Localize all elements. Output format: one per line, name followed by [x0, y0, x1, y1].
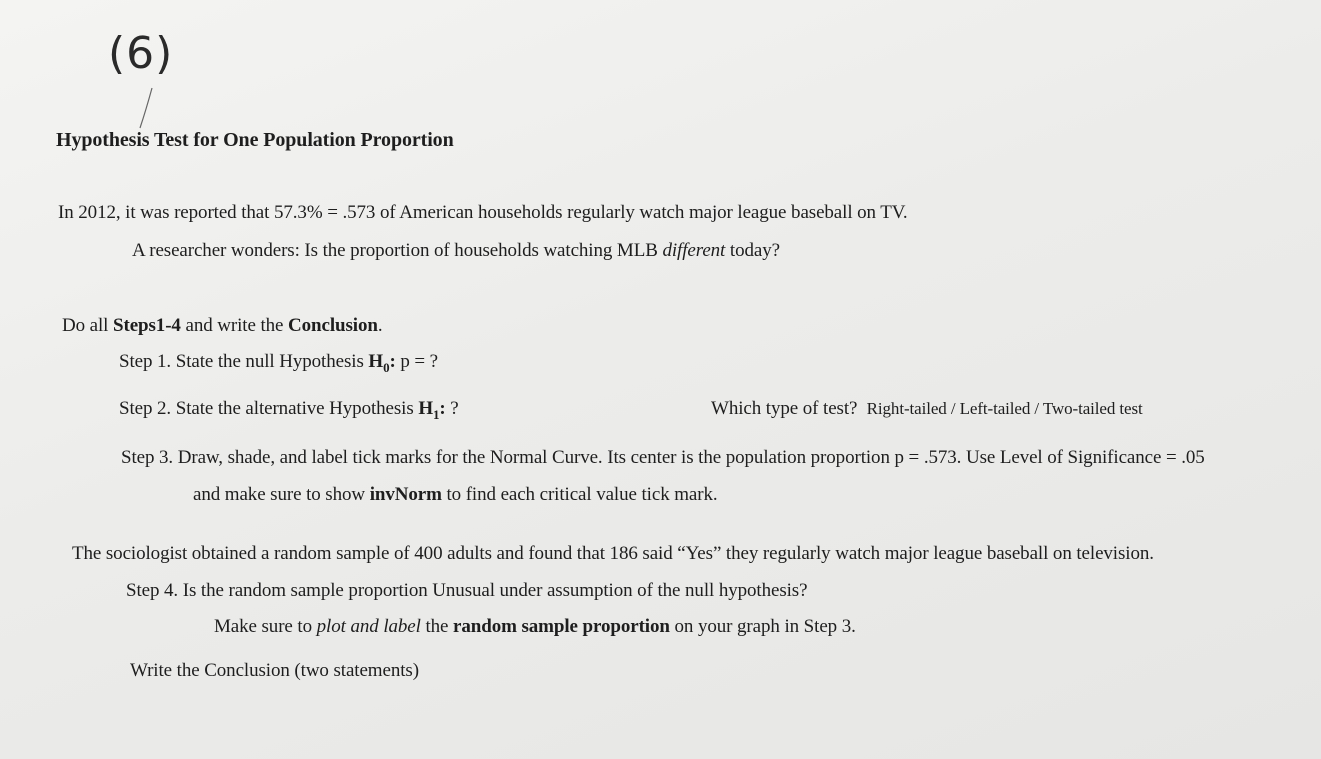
- step-1-colon: :: [389, 351, 396, 372]
- step-1-subscript: 0: [383, 359, 390, 375]
- handwritten-problem-number: (6): [108, 28, 174, 79]
- step-4-line-2: [214, 616, 856, 638]
- test-type-options: Right-tailed / Left-tailed / Two-tailed test: [866, 399, 1143, 418]
- step-3-line-2: [193, 484, 718, 506]
- step-2-colon: :: [439, 398, 446, 419]
- step-4-emphasis: plot and label: [316, 616, 421, 637]
- intro-line-2-text: A researcher wonders: Is the proportion of households watching MLB: [132, 240, 663, 261]
- test-type-label: Which type of test?: [711, 398, 858, 419]
- step-1-end: p = ?: [395, 351, 439, 372]
- instructions-mid: and write the: [180, 315, 289, 336]
- step-4-line-1: Step 4. Is the random sample proportion Unusual under assumption of the null hypothesis?: [126, 580, 808, 601]
- conclusion-prompt: Write the Conclusion (two statements): [130, 660, 419, 681]
- instructions-pre: Do all: [62, 315, 114, 336]
- step-3-invnorm: invNorm: [369, 484, 442, 505]
- step-1-h: H: [368, 351, 384, 372]
- step-4-line-2-post: on your graph in Step 3.: [669, 616, 856, 637]
- step-4-line-2-pre: Make sure to: [214, 616, 317, 637]
- intro-line-1: In 2012, it was reported that 57.3% = .573 of American households regularly watch major league baseball on TV.: [58, 202, 908, 223]
- step-4-bold: random sample proportion: [453, 616, 670, 637]
- step-2-h: H: [418, 398, 433, 419]
- step-1-text: Step 1. State the null Hypothesis: [119, 351, 369, 372]
- worksheet-title: Hypothesis Test for One Population Proportion: [56, 129, 454, 151]
- step-3-line-2-post: to find each critical value tick mark.: [441, 484, 718, 505]
- instructions-conclusion: Conclusion: [288, 315, 378, 336]
- intro-line-2-emphasis: different: [662, 240, 726, 261]
- intro-line-2: [132, 240, 780, 262]
- instructions-post: .: [377, 315, 383, 336]
- step-2: [119, 398, 459, 423]
- step-2-end: ?: [445, 398, 459, 419]
- step-3-line-2-pre: and make sure to show: [193, 484, 370, 505]
- test-type-question: [711, 398, 1143, 420]
- instructions-steps: Steps1-4: [113, 315, 181, 336]
- step-1: [119, 351, 438, 376]
- sample-statement: The sociologist obtained a random sample of 400 adults and found that 186 said “Yes” they regularly watch major league baseball on television.: [72, 543, 1154, 564]
- step-3-line-1: Step 3. Draw, shade, and label tick marks for the Normal Curve. Its center is the population proportion p = .573. Use Level of Significance = .05: [121, 447, 1205, 468]
- instructions-line: [62, 315, 383, 337]
- step-2-text: Step 2. State the alternative Hypothesis: [119, 398, 419, 419]
- step-4-line-2-mid: the: [420, 616, 454, 637]
- intro-line-2-end: today?: [725, 240, 780, 261]
- step-2-subscript: 1: [433, 406, 440, 422]
